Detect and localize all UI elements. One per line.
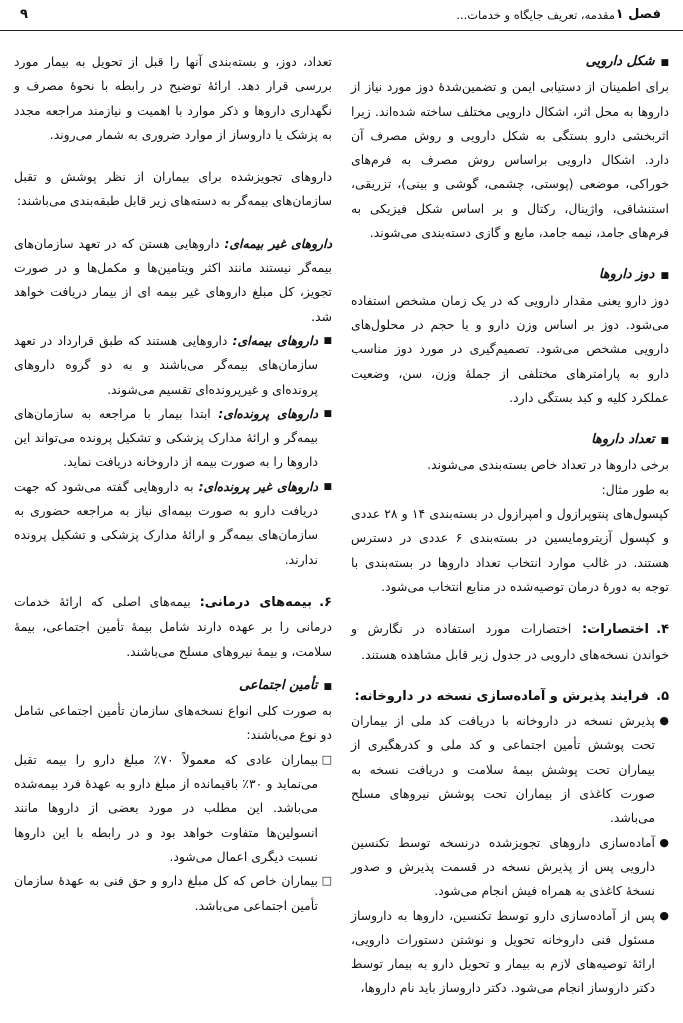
paragraph-count-line2: به طور مثال: [601, 481, 669, 497]
bullet-icon: ● [659, 714, 669, 728]
section-heading-therapeutic-insurance: بیمه‌های درمانی: [199, 594, 312, 610]
paragraph-non-insured: داروهای غیر بیمه‌ای: داروهایی هستن که در تعهد سازمان‌های بیمه‌گر نیستند مانند اکثر ویتامین‌ها و مکمل‌ها و در صورت تجویز، کل مبلغ داروهای غیر بیمه ای از بیمار دریافت خواهد شد. [14, 235, 332, 324]
section-heading-process: ۵.فرایند پذیرش و آماده‌سازی نسخه در داروخانه: [351, 685, 669, 709]
section-number: ۵. [656, 688, 669, 704]
right-column [351, 50, 669, 1001]
section-heading-dosage-form: ■شکل دارویی [585, 54, 669, 69]
square-bullet-icon: ■ [323, 335, 332, 346]
list-item: □ بیماران عادی که معمولاً ۷۰٪ مبلغ دارو را بیمه تقبل می‌نماید و ۳۰٪ باقیمانده از مبلغ دارو به عهدهٔ فرد بیمه‌شده می‌باشد. این مطلب در مورد بعضی از داروها مانند انسولین‌ها متفاوت خواهد بود و در رابطه با این داروها نسبت دیگری اعمال می‌شود. [14, 748, 332, 869]
checkbox-square-icon: □ [321, 874, 332, 888]
square-bullet-icon: ■ [323, 481, 332, 492]
page-number: ۹ [20, 7, 28, 22]
list-item: ● پس از آماده‌سازی دارو توسط تکنسین، داروها به داروساز مسئول فنی داروخانه تحویل و نوشتن دستورات دارویی، ارائهٔ توصیه‌های لازم به بیمار و تحویل دارو به بیمار توسط دکتر داروساز انجام می‌شود. دکتر داروساز باید نام داروها، [351, 904, 669, 1001]
square-bullet-icon: ■ [660, 271, 669, 282]
page-header [0, 0, 683, 31]
checkbox-square-icon: □ [321, 752, 332, 766]
list-item: ● پذیرش نسخه در داروخانه با دریافت کد ملی از بیماران تحت پوشش تأمین اجتماعی و کد ملی و کدرهگیری از بیماران تحت پوشش بیمهٔ سلامت و دریافت نسخه به صورت کاغذی از بیماران تحت پوشش نیروهای مسلح می‌باشد. [351, 709, 669, 830]
paragraph-dosage-form: برای اطمینان از دستیابی ایمن و تضمین‌شدهٔ دوز مورد نیاز از داروها به محل اثر، اشکال دارویی مختلف ساخته شده‌اند. زیرا اثربخشی دارو بستگی به شکل دارویی و روش مصرف آن دارد. اشکال دارویی براساس روش مصرف به فرم‌های خوراکی، موضعی (پوستی، چشمی، گوشی و بینی)، تزریقی، استنشاقی، واژینال، رکتال و بر اساس شکل فیزیکی به فرم‌های جامد، نیمه جامد، مایع و گازی دسته‌بندی می‌شوند. [351, 79, 669, 241]
bullet-icon: ● [659, 835, 669, 849]
chapter-label: فصل ۱ [615, 7, 661, 22]
paragraph-categories-intro: داروهای تجویزشده برای بیماران از نظر پوشش و تقبل سازمان‌های بیمه‌گر به دسته‌های زیر قابل طبقه‌بندی می‌باشند: [14, 169, 332, 209]
paragraph-abbreviations: اختصارات مورد استفاده در نگارش و خواندن نسخه‌های دارویی در جدول زیر قابل مشاهده هستند. [351, 621, 669, 662]
section-heading-dose: ■دوز داروها [598, 267, 669, 283]
paragraph-count-line1: برخی داروها در تعداد خاص بسته‌بندی می‌شوند. [427, 457, 669, 473]
paragraph-dose: دوز دارو یعنی مقدار دارویی که در یک زمان مشخص استفاده می‌شود. دوز بر اساس وزن دارو و یا حجم در محلول‌های دارویی مشخص می‌شود. تصمیم‌گیری در مورد دوز مناسب دارو به پارامترهای مختلفی از جملهٔ وزن، سن، وضعیت عملکرد کلیه و کبد بستگی دارد. [351, 292, 669, 405]
list-item: ● آماده‌سازی داروهای تجویزشده درنسخه توسط تکنسین دارویی پس از پذیرش نسخه در قسمت پذیرش و صدور نسخهٔ کاغذی به همراه فیش انجام می‌شود. [351, 831, 669, 904]
section-abbreviations [351, 617, 669, 667]
paragraph-count-example: کپسول‌های پنتوپرازول و امپرازول در بسته‌بندی ۱۴ و ۲۸ عددی و کپسول آزیترومایسین در بسته‌بندی ۶ عددی در دسترس هستند. در غالب موارد انتخاب تعداد داروها در بسته‌بندی با توجه به دورهٔ درمان توصیه‌شده در منابع انتخاب می‌شود. [351, 506, 669, 594]
term-non-insured: داروهای غیر بیمه‌ای: [224, 235, 332, 251]
section-therapeutic-insurance: ۶.بیمه‌های درمانی: بیمه‌های اصلی که ارائهٔ خدمات درمانی را بر عهده دارند شامل بیمهٔ تأمین اجتماعی، بیمهٔ سلامت، و بیمهٔ نیروهای مسلح می‌باشند. [14, 590, 332, 664]
list-item: ■ داروهای بیمه‌ای: داروهایی هستند که طبق قرارداد در تعهد سازمان‌های بیمه‌گر می‌باشند و به دو گروه داروهای پرونده‌ای و غیرپرونده‌ای تقسیم می‌شوند. [14, 329, 332, 402]
paragraph-social-security-intro: به صورت کلی انواع نسخه‌های سازمان تأمین اجتماعی شامل دو نوع می‌باشند: [14, 703, 332, 743]
section-heading-abbreviations: اختصارات: [581, 622, 649, 638]
square-bullet-icon: ■ [323, 681, 332, 692]
list-item: □ بیماران خاص که کل مبلغ دارو و حق فنی به عهدهٔ سازمان تأمین اجتماعی می‌باشد. [14, 869, 332, 918]
left-column [14, 50, 332, 918]
running-title: مقدمه، تعریف جایگاه و خدمات... [456, 8, 615, 22]
paragraph-continuation: تعداد، دوز، و بسته‌بندی آنها را قبل از تحویل به بیمار مورد بررسی قرار دهد. ارائهٔ توضیح در رابطه با نحوهٔ مصرف و نگهداری داروها و ذکر موارد با اهمیت و نیازمند مراجعه مجدد به پزشک یا داروساز از موارد ضروری به شمار می‌روند. [14, 54, 332, 142]
section-heading-social-security: ■تأمین اجتماعی [238, 677, 332, 693]
section-number: ۴. [656, 622, 669, 638]
section-number: ۶. [319, 594, 332, 610]
square-bullet-icon: ■ [660, 58, 669, 68]
list-item: ■ داروهای غیر پرونده‌ای: به داروهایی گفته می‌شود که جهت دریافت دارو به صورت بیمه‌ای نیاز به مراجعه حضوری به سازمان‌های بیمه‌گر و ارائهٔ مدارک پزشکی و تشکیل پرونده ندارند. [14, 475, 332, 572]
section-heading-count: ■تعداد داروها [591, 432, 669, 448]
square-bullet-icon: ■ [323, 408, 332, 419]
bullet-icon: ● [659, 908, 669, 922]
square-bullet-icon: ■ [660, 436, 669, 447]
list-item: ■ داروهای پرونده‌ای: ابتدا بیمار با مراجعه به سازمان‌های بیمه‌گر و ارائهٔ مدارک پزشکی و تشکیل پرونده می‌تواند این داروها را به صورت بیمه از داروخانه دریافت نماید. [14, 402, 332, 475]
